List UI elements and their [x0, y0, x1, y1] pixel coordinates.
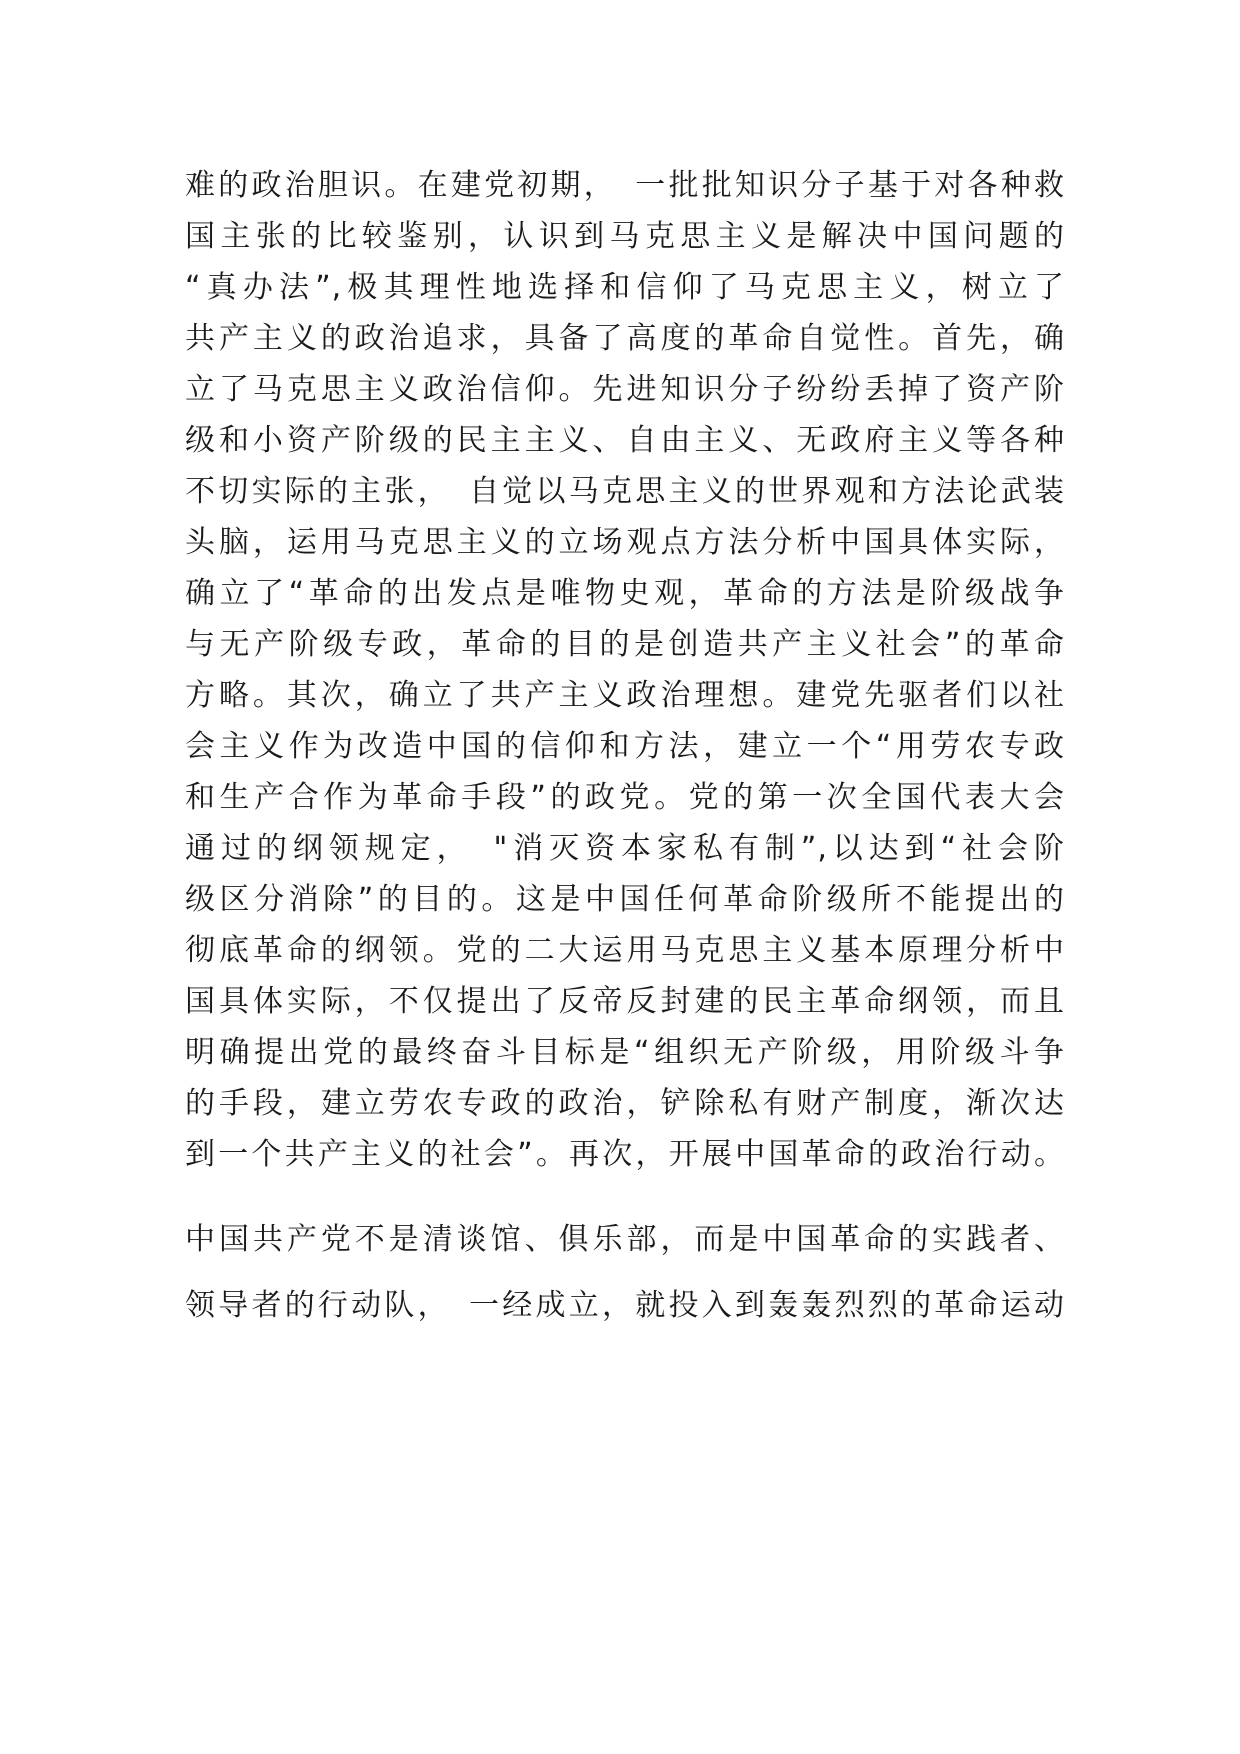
- body-text: [185, 160, 1065, 1339]
- text-line: 共产主义的政治追求，具备了高度的革命自觉性。首先，确: [185, 321, 1065, 356]
- text-line: 和生产合作为革命手段”的政党。党的第一次全国代表大会: [185, 780, 1065, 815]
- text-line: 通过的纲领规定， "消灭资本家私有制”,以达到“社会阶: [185, 831, 1065, 866]
- text-line: 中国共产党不是清谈馆、俱乐部，而是中国革命的实践者、: [185, 1222, 1065, 1257]
- text-line: 国主张的比较鉴别，认识到马克思主义是解决中国问题的: [185, 219, 1065, 254]
- line-gap: [185, 1180, 1065, 1207]
- text-line: 到一个共产主义的社会”。再次，开展中国革命的政治行动。: [185, 1137, 1065, 1172]
- text-line: 方略。其次，确立了共产主义政治理想。建党先驱者们以社: [185, 678, 1065, 713]
- text-line: 彻底革命的纲领。党的二大运用马克思主义基本原理分析中: [185, 933, 1065, 968]
- text-line: 国具体实际，不仅提出了反帝反封建的民主革命纲领，而且: [185, 984, 1065, 1019]
- text-line: 与无产阶级专政，革命的目的是创造共产主义社会”的革命: [185, 627, 1065, 662]
- text-line: 确立了“革命的出发点是唯物史观，革命的方法是阶级战争: [185, 576, 1065, 611]
- text-line: 头脑，运用马克思主义的立场观点方法分析中国具体实际，: [185, 525, 1065, 560]
- text-line: 不切实际的主张， 自觉以马克思主义的世界观和方法论武装: [185, 474, 1065, 509]
- text-line: “真办法”,极其理性地选择和信仰了马克思主义，树立了: [185, 270, 1065, 305]
- text-line: 级区分消除”的目的。这是中国任何革命阶级所不能提出的: [185, 882, 1065, 917]
- text-line: 立了马克思主义政治信仰。先进知识分子纷纷丢掉了资产阶: [185, 372, 1065, 407]
- text-line: 级和小资产阶级的民主主义、自由主义、无政府主义等各种: [185, 423, 1065, 458]
- text-line: 的手段，建立劳农专政的政治，铲除私有财产制度，渐次达: [185, 1086, 1065, 1121]
- text-line: 难的政治胆识。在建党初期， 一批批知识分子基于对各种救: [185, 168, 1065, 203]
- text-line: 会主义作为改造中国的信仰和方法，建立一个“用劳农专政: [185, 729, 1065, 764]
- text-line: 明确提出党的最终奋斗目标是“组织无产阶级，用阶级斗争: [185, 1035, 1065, 1070]
- text-line: 领导者的行动队， 一经成立，就投入到轰轰烈烈的革命运动: [185, 1288, 1065, 1323]
